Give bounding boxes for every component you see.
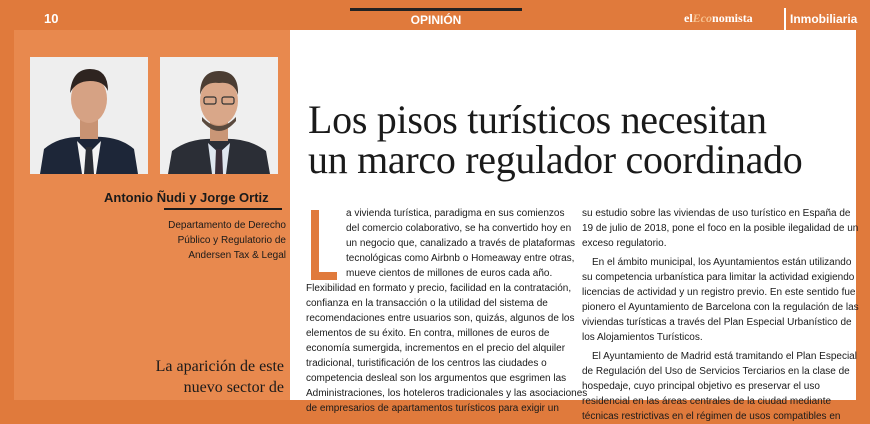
affiliation-line: Público y Regulatorio de	[177, 235, 286, 246]
body-line: tecnológicas como Airbnb o Homeaway entre otras,	[346, 253, 575, 264]
author-rule	[164, 208, 282, 210]
body-line: de empresarios de apartamentos turísticos para exigir un	[306, 403, 559, 414]
author-names: Antonio Ñudi y Jorge Ortiz	[104, 190, 269, 205]
body-line: su estudio sobre las viviendas de uso turístico en España de	[582, 208, 851, 219]
author-photo-ortiz	[160, 57, 278, 174]
body-line: su competencia urbanística para limitar la actividad exigiendo	[582, 272, 855, 283]
body-line: de Regulación del Uso de Servicios Terciarios en la clase de	[582, 366, 850, 377]
body-line: economía sumergida, incrementos en el precio del alquiler	[306, 343, 566, 354]
headline-line: Los pisos turísticos necesitan	[308, 97, 767, 142]
brand-prefix: el	[684, 11, 693, 25]
brand-highlight: Eco	[692, 11, 713, 25]
section-label: OPINIÓN	[350, 8, 522, 30]
affiliation-line: Andersen Tax & Legal	[188, 250, 286, 261]
body-line: licencias de actividad y un registro previo. En este sentido fue	[582, 287, 856, 298]
body-line: residencial en las áreas centrales de la ciudad mediante	[582, 396, 832, 407]
newspaper-page	[14, 8, 859, 422]
author-photo-nudi	[30, 57, 148, 174]
body-line: Administraciones, los hoteleros tradicionales y las asociaciones	[306, 388, 588, 399]
article-column-2	[582, 206, 859, 424]
author-sidebar	[14, 30, 290, 400]
body-line: los Alojamientos Turísticos.	[582, 332, 703, 343]
pull-quote	[134, 356, 284, 398]
brand-suffix: nomista	[712, 11, 753, 25]
author-affiliation	[156, 218, 286, 263]
body-line: Flexibilidad en formato y precio, facilidad en la contratación,	[306, 283, 572, 294]
body-line: confianza en la transacción o la utilidad del sistema de	[306, 298, 548, 309]
body-line: tradicional, turistificación de los centros las ciudades o	[306, 358, 547, 369]
body-line: a vivienda turística, paradigma en sus comienzos	[346, 208, 565, 219]
affiliation-line: Departamento de Derecho	[168, 220, 286, 231]
category-tab: Inmobiliaria	[784, 8, 856, 30]
body-line: elementos de su éxito. En contra, millones de euros de	[306, 328, 550, 339]
body-line: recomendaciones entre usuarios son, quizás, algunos de los	[306, 313, 575, 324]
body-line: hospedaje, cuyo principal objetivo es preservar el uso	[582, 381, 820, 392]
body-line: viviendas turísticas a través del Plan Especial Urbanístico de	[582, 317, 852, 328]
body-line: pionero el Ayuntamiento de Barcelona con la regulación de las	[582, 302, 859, 313]
headline-line: un marco regulador coordinado	[308, 137, 803, 182]
body-line: competencia desleal son los argumentos que esgrimen las	[306, 373, 567, 384]
brand-logo	[684, 11, 753, 26]
pull-quote-line: nuevo sector de	[183, 379, 284, 396]
article-headline	[308, 97, 803, 182]
body-line: El Ayuntamiento de Madrid está tramitando el Plan Especial	[592, 351, 857, 362]
page-number: 10	[44, 11, 59, 26]
body-line: 19 de julio de 2018, pone el foco en la posible ilegalidad de un	[582, 223, 859, 234]
body-line: En el ámbito municipal, los Ayuntamientos están utilizando	[592, 257, 852, 268]
body-line: técnicas restrictivas en el régimen de usos compatibles en	[582, 411, 841, 422]
article-column-1	[306, 206, 588, 416]
pull-quote-line: La aparición de este	[155, 358, 284, 375]
body-line: exceso regulatorio.	[582, 238, 667, 249]
body-line: del comercio colaborativo, se ha convertido hoy en	[346, 223, 572, 234]
body-line: un negocio que, canalizado a través de plataformas	[346, 238, 576, 249]
body-line: mueve cientos de millones de euros cada año.	[346, 268, 553, 279]
